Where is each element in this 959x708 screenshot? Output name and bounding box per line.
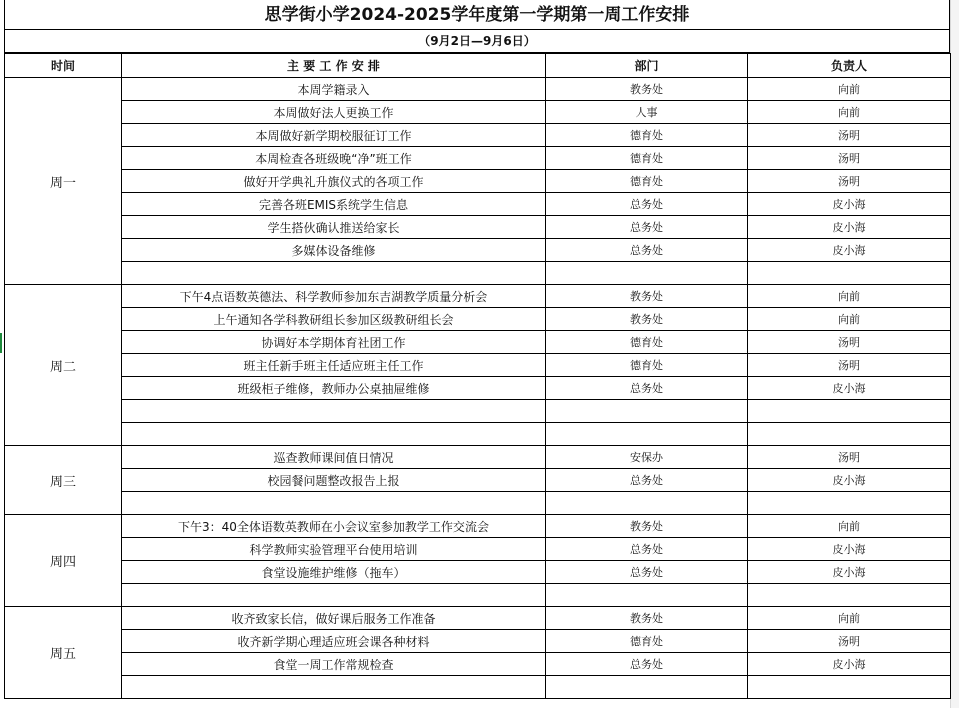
owner-cell[interactable]: 向前	[748, 78, 951, 101]
table-row	[5, 607, 951, 630]
owner-cell[interactable]: 向前	[748, 285, 951, 308]
owner-cell[interactable]: 向前	[748, 101, 951, 124]
dept-cell[interactable]: 总务处	[546, 561, 748, 584]
task-cell[interactable]: 学生搭伙确认推送给家长	[122, 216, 546, 239]
task-cell[interactable]: 班级柜子维修，教师办公桌抽屉维修	[122, 377, 546, 400]
table-row	[5, 446, 951, 469]
owner-cell[interactable]	[748, 400, 951, 423]
owner-cell[interactable]	[748, 492, 951, 515]
task-cell[interactable]	[122, 262, 546, 285]
schedule-body	[5, 78, 951, 699]
task-cell[interactable]: 食堂一周工作常规检查	[122, 653, 546, 676]
table-row	[5, 285, 951, 308]
owner-cell[interactable]	[748, 676, 951, 699]
schedule-sheet	[4, 0, 950, 699]
task-cell[interactable]: 做好开学典礼升旗仪式的各项工作	[122, 170, 546, 193]
owner-cell[interactable]: 汤明	[748, 446, 951, 469]
table-row	[5, 170, 951, 193]
header-row	[5, 54, 951, 78]
owner-cell[interactable]: 皮小海	[748, 469, 951, 492]
table-row	[5, 262, 951, 285]
table-row	[5, 584, 951, 607]
owner-cell[interactable]	[748, 262, 951, 285]
task-cell[interactable]: 本周做好新学期校服征订工作	[122, 124, 546, 147]
day-label[interactable]: 周四	[5, 515, 122, 607]
task-cell[interactable]: 科学教师实验管理平台使用培训	[122, 538, 546, 561]
owner-cell[interactable]: 向前	[748, 515, 951, 538]
dept-cell[interactable]: 教务处	[546, 515, 748, 538]
dept-cell[interactable]: 教务处	[546, 285, 748, 308]
table-row	[5, 630, 951, 653]
table-row	[5, 561, 951, 584]
table-row	[5, 101, 951, 124]
dept-cell[interactable]: 德育处	[546, 170, 748, 193]
table-row	[5, 124, 951, 147]
table-row	[5, 216, 951, 239]
owner-cell[interactable]: 皮小海	[748, 193, 951, 216]
table-row	[5, 492, 951, 515]
table-row	[5, 400, 951, 423]
task-cell[interactable]: 多媒体设备维修	[122, 239, 546, 262]
table-row	[5, 423, 951, 446]
owner-cell[interactable]: 皮小海	[748, 377, 951, 400]
table-row	[5, 78, 951, 101]
table-row	[5, 147, 951, 170]
dept-cell[interactable]: 总务处	[546, 538, 748, 561]
task-cell[interactable]	[122, 584, 546, 607]
dept-cell[interactable]: 德育处	[546, 630, 748, 653]
header-dept: 部门	[546, 54, 748, 78]
owner-cell[interactable]: 汤明	[748, 147, 951, 170]
task-cell[interactable]: 协调好本学期体育社团工作	[122, 331, 546, 354]
dept-cell[interactable]	[546, 423, 748, 446]
day-label[interactable]: 周五	[5, 607, 122, 699]
owner-cell[interactable]: 皮小海	[748, 538, 951, 561]
task-cell[interactable]: 本周检查各班级晚“净”班工作	[122, 147, 546, 170]
owner-cell[interactable]: 向前	[748, 308, 951, 331]
dept-cell[interactable]: 总务处	[546, 377, 748, 400]
owner-cell[interactable]: 皮小海	[748, 561, 951, 584]
table-row	[5, 538, 951, 561]
sheet-gutter	[950, 0, 959, 708]
task-cell[interactable]: 收齐新学期心理适应班会课各种材料	[122, 630, 546, 653]
dept-cell[interactable]: 教务处	[546, 78, 748, 101]
dept-cell[interactable]: 人事	[546, 101, 748, 124]
date-range: （9月2日—9月6日）	[4, 30, 950, 53]
task-cell[interactable]: 下午3：40全体语数英教师在小会议室参加教学工作交流会	[122, 515, 546, 538]
owner-cell[interactable]: 汤明	[748, 170, 951, 193]
dept-cell[interactable]: 教务处	[546, 308, 748, 331]
table-row	[5, 515, 951, 538]
task-cell[interactable]: 巡查教师课间值日情况	[122, 446, 546, 469]
task-cell[interactable]: 食堂设施维护维修（拖车）	[122, 561, 546, 584]
owner-cell[interactable]: 皮小海	[748, 653, 951, 676]
task-cell[interactable]	[122, 400, 546, 423]
dept-cell[interactable]	[546, 400, 748, 423]
day-label[interactable]: 周二	[5, 285, 122, 446]
owner-cell[interactable]: 皮小海	[748, 239, 951, 262]
header-time: 时间	[5, 54, 122, 78]
owner-cell[interactable]: 汤明	[748, 630, 951, 653]
dept-cell[interactable]: 德育处	[546, 147, 748, 170]
task-cell[interactable]: 收齐致家长信，做好课后服务工作准备	[122, 607, 546, 630]
table-row	[5, 469, 951, 492]
task-cell[interactable]: 本周做好法人更换工作	[122, 101, 546, 124]
owner-cell[interactable]: 汤明	[748, 354, 951, 377]
dept-cell[interactable]	[546, 492, 748, 515]
owner-cell[interactable]: 向前	[748, 607, 951, 630]
active-row-marker	[0, 333, 2, 353]
table-row	[5, 331, 951, 354]
task-cell[interactable]	[122, 676, 546, 699]
header-owner: 负责人	[748, 54, 951, 78]
table-row	[5, 308, 951, 331]
dept-cell[interactable]: 安保办	[546, 446, 748, 469]
task-cell[interactable]: 完善各班EMIS系统学生信息	[122, 193, 546, 216]
dept-cell[interactable]: 总务处	[546, 239, 748, 262]
task-cell[interactable]: 校园餐问题整改报告上报	[122, 469, 546, 492]
table-row	[5, 354, 951, 377]
sheet-title: 思学街小学2024-2025学年度第一学期第一周工作安排	[4, 0, 950, 30]
task-cell[interactable]	[122, 423, 546, 446]
dept-cell[interactable]: 总务处	[546, 653, 748, 676]
table-row	[5, 239, 951, 262]
header-task: 主 要 工 作 安 排	[122, 54, 546, 78]
dept-cell[interactable]	[546, 676, 748, 699]
owner-cell[interactable]: 汤明	[748, 331, 951, 354]
dept-cell[interactable]	[546, 584, 748, 607]
table-row	[5, 676, 951, 699]
owner-cell[interactable]: 汤明	[748, 124, 951, 147]
schedule-table	[4, 53, 951, 699]
owner-cell[interactable]: 皮小海	[748, 216, 951, 239]
table-row	[5, 377, 951, 400]
task-cell[interactable]: 本周学籍录入	[122, 78, 546, 101]
dept-cell[interactable]: 总务处	[546, 469, 748, 492]
dept-cell[interactable]: 德育处	[546, 331, 748, 354]
day-label[interactable]: 周一	[5, 78, 122, 285]
dept-cell[interactable]: 总务处	[546, 216, 748, 239]
task-cell[interactable]: 上午通知各学科教研组长参加区级教研组长会	[122, 308, 546, 331]
task-cell[interactable]: 下午4点语数英德法、科学教师参加东吉湖教学质量分析会	[122, 285, 546, 308]
dept-cell[interactable]	[546, 262, 748, 285]
task-cell[interactable]: 班主任新手班主任适应班主任工作	[122, 354, 546, 377]
dept-cell[interactable]: 总务处	[546, 193, 748, 216]
task-cell[interactable]	[122, 492, 546, 515]
dept-cell[interactable]: 教务处	[546, 607, 748, 630]
dept-cell[interactable]: 德育处	[546, 354, 748, 377]
dept-cell[interactable]: 德育处	[546, 124, 748, 147]
owner-cell[interactable]	[748, 584, 951, 607]
day-label[interactable]: 周三	[5, 446, 122, 515]
table-row	[5, 653, 951, 676]
table-row	[5, 193, 951, 216]
owner-cell[interactable]	[748, 423, 951, 446]
